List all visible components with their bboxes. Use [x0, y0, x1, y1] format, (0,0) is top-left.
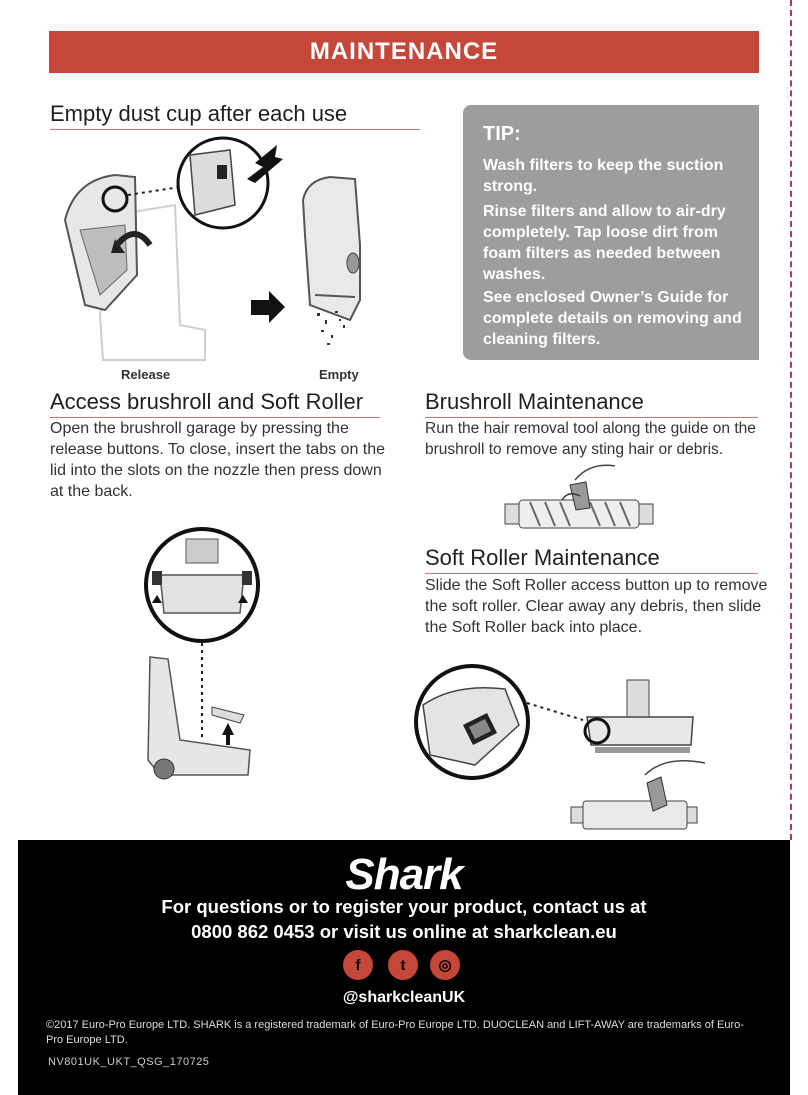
dust-cup-heading: Empty dust cup after each use	[50, 101, 420, 130]
access-body: Open the brushroll garage by pressing the release buttons. To close, insert the tabs on the lid into the slots on the nozzle then press down at the back.	[50, 420, 386, 500]
facebook-icon[interactable]: f	[343, 950, 373, 980]
soft-roller-heading: Soft Roller Maintenance	[425, 545, 758, 574]
footer	[18, 840, 790, 1095]
soft-roller-illustration	[415, 665, 715, 835]
contact-text	[18, 894, 790, 944]
brushroll-heading: Brushroll Maintenance	[425, 389, 758, 418]
tip-box	[463, 105, 759, 360]
access-heading: Access brushroll and Soft Roller	[50, 389, 380, 418]
soft-roller-body: Slide the Soft Roller access button up to remove the soft roller. Clear away any debris, then slide the Soft Roller back into place.	[425, 577, 768, 636]
tip-title: TIP:	[483, 123, 521, 145]
tip-paragraph-1: Wash filters to keep the suction strong.	[483, 157, 724, 195]
cut-line	[790, 0, 792, 840]
page-title: MAINTENANCE	[309, 38, 499, 65]
brushroll-garage-illustration	[140, 525, 260, 795]
empty-caption: Empty	[319, 367, 359, 382]
contact-line-2: 0800 862 0453 or visit us online at sharkclean.eu	[191, 921, 617, 942]
legal-text: ©2017 Euro-Pro Europe LTD. SHARK is a registered trademark of Euro-Pro Europe LTD. DUOCLEAN and LIFT-AWAY are trademarks of Euro-Pro Europe LTD.	[46, 1019, 744, 1046]
tip-paragraph-2: Rinse filters and allow to air-dry completely. Tap loose dirt from foam filters as needed between washes.	[483, 203, 726, 283]
instagram-icon[interactable]: ◎	[430, 950, 460, 980]
contact-line-1: For questions or to register your product, contact us at	[161, 896, 647, 917]
release-caption: Release	[121, 367, 171, 382]
brushroll-body: Run the hair removal tool along the guide on the brushroll to remove any sting hair or debris.	[425, 420, 756, 458]
shark-logo: Shark	[345, 850, 463, 899]
social-handle: @sharkcleanUK	[342, 989, 466, 1006]
tip-paragraph-3: See enclosed Owner’s Guide for complete details on removing and cleaning filters.	[483, 289, 742, 348]
brushroll-illustration	[500, 460, 660, 530]
twitter-icon[interactable]: t	[388, 950, 418, 980]
dust-cup-illustration	[55, 135, 385, 365]
document-code: NV801UK_UKT_QSG_170725	[48, 1056, 210, 1068]
page-title-banner	[49, 31, 759, 73]
